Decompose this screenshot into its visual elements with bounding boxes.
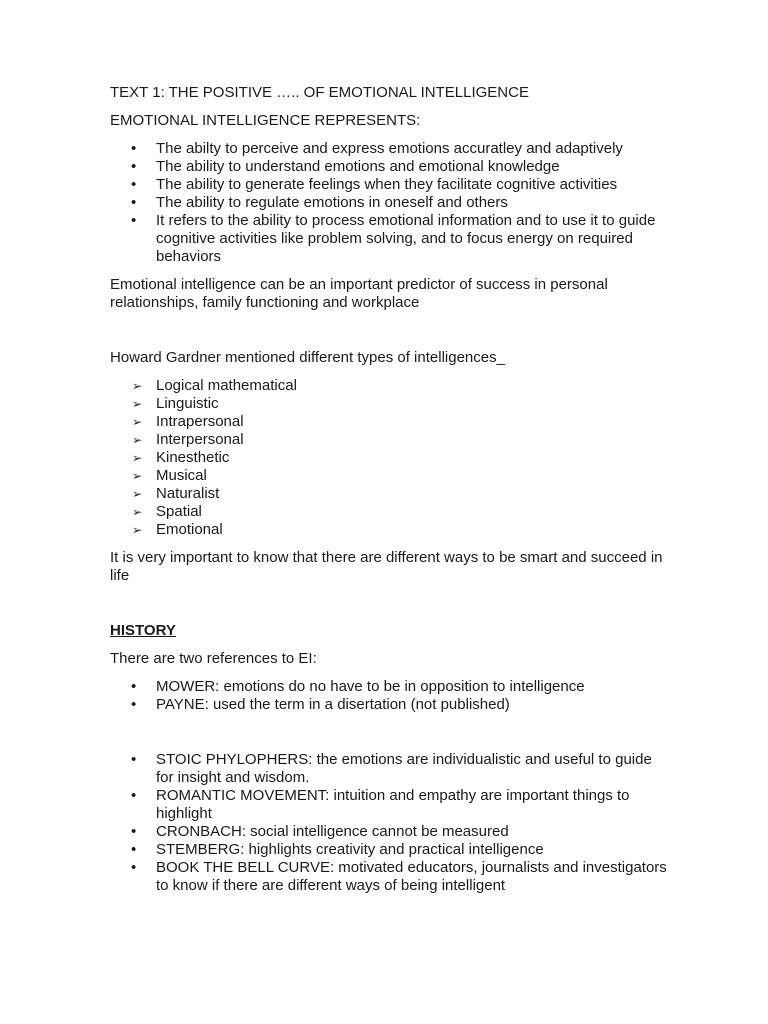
list-item: ➢ Logical mathematical [132, 377, 297, 394]
predictor-paragraph: Emotional intelligence can be an important predictor of success in personal relationships, family functioning and workplace [110, 276, 608, 311]
list-item: • The ability to regulate emotions in oneself and others [131, 194, 508, 211]
bullet-icon: • [131, 194, 137, 211]
arrow-bullet-icon: ➢ [132, 379, 143, 393]
arrow-bullet-icon: ➢ [132, 451, 143, 465]
smart-paragraph: It is very important to know that there are different ways to be smart and succeed in life [110, 549, 663, 584]
history-list [110, 751, 670, 895]
document-page [110, 84, 670, 895]
list-item: ➢ Interpersonal [132, 431, 244, 448]
list-item: • BOOK THE BELL CURVE: motivated educators, journalists and investigators to know if there are different ways of being intelligent [131, 859, 667, 894]
represents-intro: EMOTIONAL INTELLIGENCE REPRESENTS: [110, 112, 421, 129]
gardner-intro: Howard Gardner mentioned different types of intelligences_ [110, 349, 505, 366]
list-item: • It refers to the ability to process emotional information and to use it to guide cognitive activities like problem solving, and to focus energy on required behaviors [131, 212, 656, 265]
arrow-bullet-icon: ➢ [132, 487, 143, 501]
list-item: ➢ Musical [132, 467, 207, 484]
arrow-bullet-icon: ➢ [132, 469, 143, 483]
list-item: • PAYNE: used the term in a disertation (not published) [131, 696, 510, 713]
intelligence-types-list [110, 377, 670, 539]
arrow-bullet-icon: ➢ [132, 397, 143, 411]
list-item: • MOWER: emotions do no have to be in opposition to intelligence [131, 678, 585, 695]
document-title: TEXT 1: THE POSITIVE ….. OF EMOTIONAL INTELLIGENCE [110, 84, 529, 101]
list-item: ➢ Kinesthetic [132, 449, 230, 466]
bullet-icon: • [131, 176, 137, 193]
list-item: • STEMBERG: highlights creativity and practical intelligence [131, 841, 544, 858]
arrow-bullet-icon: ➢ [132, 505, 143, 519]
references-list [110, 678, 670, 714]
history-intro: There are two references to EI: [110, 650, 317, 667]
bullet-icon: • [131, 212, 137, 229]
list-item: • The ability to generate feelings when they facilitate cognitive activities [131, 176, 618, 193]
bullet-icon: • [131, 696, 137, 713]
bullet-icon: • [131, 823, 137, 840]
list-item: ➢ Linguistic [132, 395, 219, 412]
list-item: • The abilty to perceive and express emotions accuratley and adaptively [131, 140, 623, 157]
list-item: • The ability to understand emotions and emotional knowledge [131, 158, 560, 175]
bullet-icon: • [131, 140, 137, 157]
represents-list [110, 140, 670, 266]
list-item: • CRONBACH: social intelligence cannot be measured [131, 823, 509, 840]
bullet-icon: • [131, 787, 137, 804]
list-item: ➢ Emotional [132, 521, 223, 538]
bullet-icon: • [131, 841, 137, 858]
bullet-icon: • [131, 751, 137, 768]
arrow-bullet-icon: ➢ [132, 433, 143, 447]
history-heading: HISTORY [110, 622, 176, 639]
bullet-icon: • [131, 859, 137, 876]
arrow-bullet-icon: ➢ [132, 415, 143, 429]
list-item: • ROMANTIC MOVEMENT: intuition and empathy are important things to highlight [131, 787, 630, 822]
arrow-bullet-icon: ➢ [132, 523, 143, 537]
list-item: • STOIC PHYLOPHERS: the emotions are individualistic and useful to guide for insight and wisdom. [131, 751, 652, 786]
bullet-icon: • [131, 158, 137, 175]
bullet-icon: • [131, 678, 137, 695]
list-item: ➢ Naturalist [132, 485, 220, 502]
list-item: ➢ Intrapersonal [132, 413, 244, 430]
list-item: ➢ Spatial [132, 503, 202, 520]
